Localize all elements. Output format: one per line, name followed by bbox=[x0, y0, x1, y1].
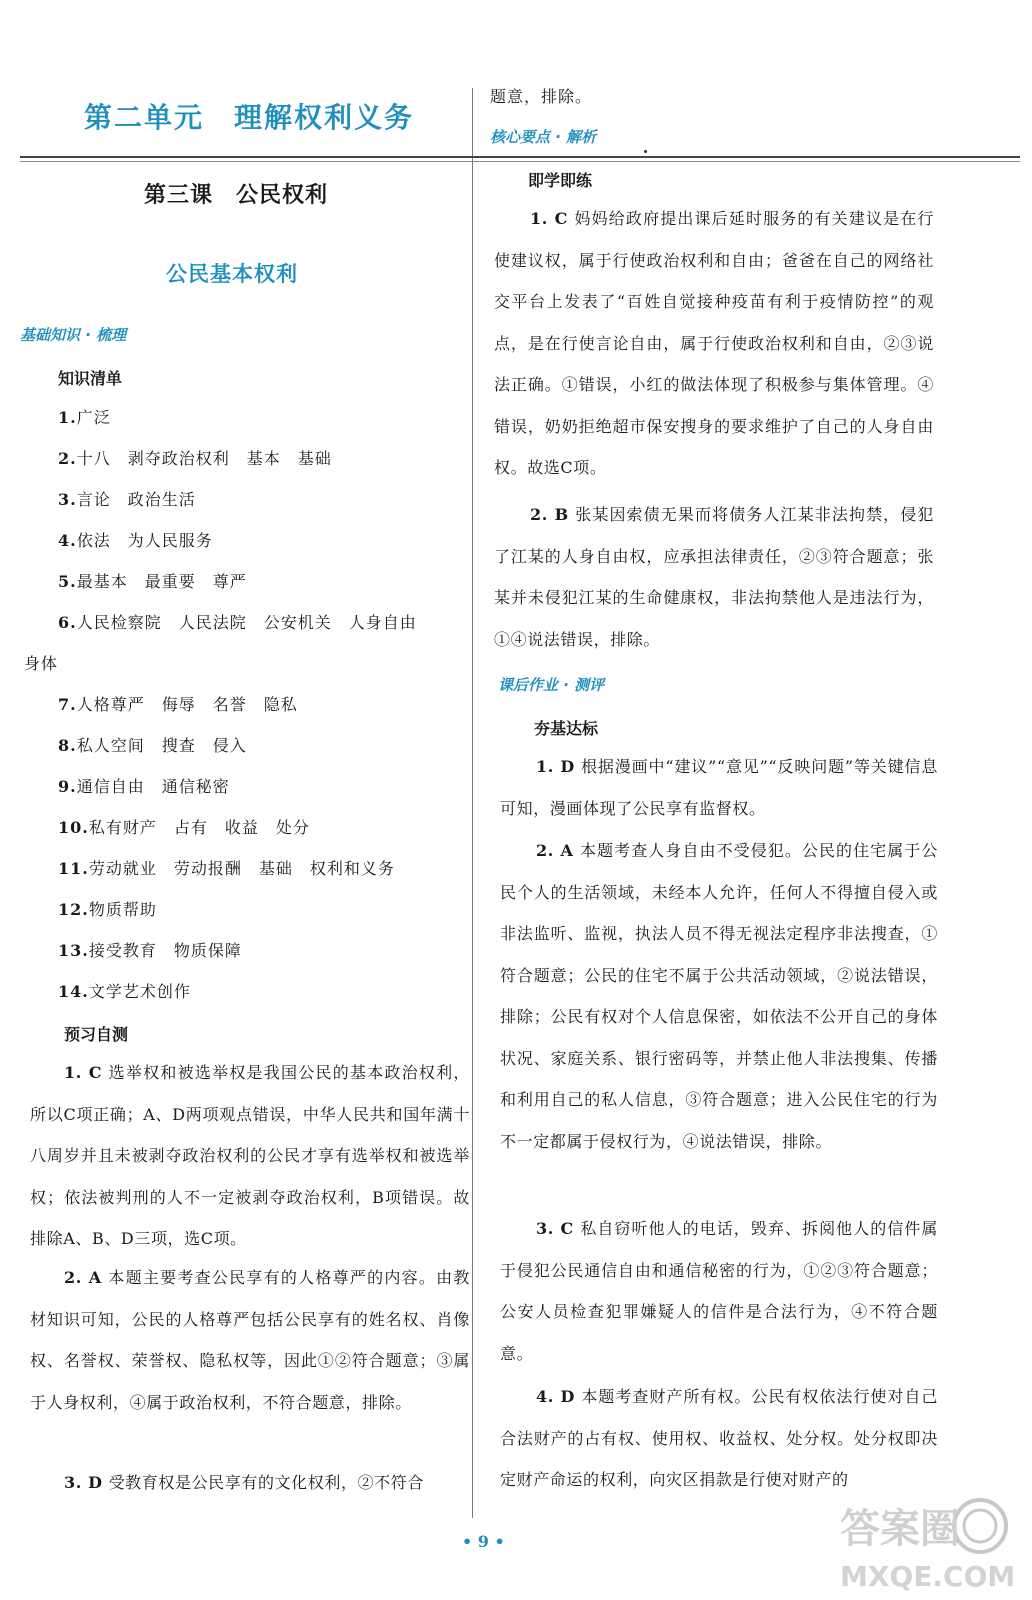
header-rule-thin bbox=[20, 161, 1020, 162]
knowledge-item-number: 9. bbox=[58, 777, 77, 796]
answer-label: 2. A bbox=[536, 841, 574, 860]
answer-label: 1. C bbox=[530, 209, 568, 228]
column-divider bbox=[472, 88, 473, 1518]
decorative-dot bbox=[644, 150, 647, 153]
knowledge-item bbox=[58, 610, 417, 633]
knowledge-item bbox=[58, 487, 196, 510]
basic-title: 夯基达标 bbox=[534, 719, 599, 738]
header-rule bbox=[20, 156, 1020, 158]
answer-label: 1. D bbox=[536, 757, 575, 776]
basic-answer-1 bbox=[500, 746, 938, 829]
knowledge-item-text: 依法 为人民服务 bbox=[76, 531, 213, 550]
knowledge-item bbox=[24, 651, 58, 674]
answer-text: 本题主要考查公民享有的人格尊严的内容。由教材知识可知，公民的人格尊严包括公民享有的姓名权、肖像权、名誉权、荣誉权、隐私权等，因此①②符合题意；③属于人身权利，④属于政治权利，不符合题意，排除。 bbox=[30, 1268, 470, 1412]
knowledge-item bbox=[58, 569, 247, 592]
knowledge-item-text: 身体 bbox=[24, 654, 59, 673]
watermark-logo bbox=[800, 1486, 1020, 1596]
tag-homework: 课后作业 · 测评 bbox=[498, 676, 605, 694]
knowledge-item bbox=[58, 815, 310, 838]
preview-answer-1 bbox=[30, 1052, 470, 1260]
knowledge-item-number: 14. bbox=[58, 982, 89, 1001]
practice-title: 即学即练 bbox=[528, 171, 593, 190]
knowledge-item-number: 6. bbox=[58, 613, 77, 632]
answer-label: 3. C bbox=[536, 1219, 574, 1238]
knowledge-item-number: 5. bbox=[58, 572, 77, 591]
knowledge-item-number: 2. bbox=[58, 449, 77, 468]
knowledge-item-number: 12. bbox=[58, 900, 89, 919]
basic-answer-3 bbox=[500, 1208, 938, 1374]
tag-core-points: 核心要点 · 解析 bbox=[490, 128, 597, 146]
preview-answer-2 bbox=[30, 1257, 470, 1423]
knowledge-item bbox=[58, 774, 230, 797]
knowledge-item-number: 13. bbox=[58, 941, 89, 960]
basic-answer-4 bbox=[500, 1376, 938, 1501]
knowledge-item bbox=[58, 897, 157, 920]
knowledge-item-text: 言论 政治生活 bbox=[76, 490, 196, 509]
knowledge-item-number: 4. bbox=[58, 531, 77, 550]
knowledge-item bbox=[58, 938, 242, 961]
knowledge-item-text: 广泛 bbox=[76, 408, 111, 427]
knowledge-item bbox=[58, 528, 213, 551]
knowledge-list-title: 知识清单 bbox=[58, 369, 123, 388]
knowledge-item-number: 1. bbox=[58, 408, 77, 427]
basic-answer-2 bbox=[500, 830, 938, 1162]
answer-text: 根据漫画中“建议”“意见”“反映问题”等关键信息可知，漫画体现了公民享有监督权。 bbox=[500, 757, 938, 818]
answer-text: 本题考查财产所有权。公民有权依法行使对自己合法财产的占有权、使用权、收益权、处分权。处分权即决定财产命运的权利，向灾区捐款是行使对财产的 bbox=[500, 1387, 938, 1489]
continued-text: 题意，排除。 bbox=[490, 87, 593, 106]
knowledge-item-number: 11. bbox=[58, 859, 89, 878]
answer-label: 2. A bbox=[64, 1268, 102, 1287]
preview-title: 预习自测 bbox=[64, 1025, 129, 1044]
practice-answer-2 bbox=[494, 494, 934, 660]
knowledge-item bbox=[58, 446, 332, 469]
knowledge-item-text: 文学艺术创作 bbox=[88, 982, 191, 1001]
knowledge-item bbox=[58, 405, 111, 428]
knowledge-item-number: 7. bbox=[58, 695, 77, 714]
knowledge-item-text: 接受教育 物质保障 bbox=[88, 941, 242, 960]
knowledge-item bbox=[58, 733, 247, 756]
practice-answer-1 bbox=[494, 198, 934, 489]
answer-label: 1. C bbox=[64, 1063, 103, 1082]
knowledge-item-number: 8. bbox=[58, 736, 77, 755]
tag-basic-knowledge: 基础知识 · 梳理 bbox=[20, 326, 127, 344]
knowledge-item-text: 私有财产 占有 收益 处分 bbox=[88, 818, 310, 837]
knowledge-item-number: 3. bbox=[58, 490, 77, 509]
knowledge-item-text: 通信自由 通信秘密 bbox=[76, 777, 230, 796]
page-number: • 9 • bbox=[462, 1532, 505, 1551]
unit-title: 第二单元 理解权利义务 bbox=[84, 101, 415, 134]
answer-text: 张某因索债无果而将债务人江某非法拘禁，侵犯了江某的人身自由权，应承担法律责任，②③符合题意；张某并未侵犯江某的生命健康权，非法拘禁他人是违法行为，①④说法错误，排除。 bbox=[494, 505, 934, 649]
knowledge-item-text: 十八 剥夺政治权利 基本 基础 bbox=[76, 449, 332, 468]
knowledge-item bbox=[58, 692, 298, 715]
knowledge-item-text: 劳动就业 劳动报酬 基础 权利和义务 bbox=[88, 859, 395, 878]
watermark-badge-icon bbox=[954, 1500, 1006, 1552]
answer-text: 妈妈给政府提出课后延时服务的有关建议是在行使建议权，属于行使政治权利和自由；爸爸在自己的网络社交平台上发表了“百姓自觉接种疫苗有利于疫情防控”的观点，是在行使言论自由，属于行使政治权利和自由，②③说法正确。①错误，小红的做法体现了积极参与集体管理。④错误，奶奶拒绝超市保安搜身的要求维护了自己的人身自由权。故选C项。 bbox=[494, 209, 934, 477]
section-title: 公民基本权利 bbox=[166, 262, 298, 286]
knowledge-item-number: 10. bbox=[58, 818, 89, 837]
answer-label: 2. B bbox=[530, 505, 569, 524]
knowledge-item bbox=[58, 979, 191, 1002]
answer-label: 4. D bbox=[536, 1387, 575, 1406]
knowledge-item-text: 人格尊严 侮辱 名誉 隐私 bbox=[76, 695, 298, 714]
answer-text: 私自窃听他人的电话，毁弃、拆阅他人的信件属于侵犯公民通信自由和通信秘密的行为，①②③符合题意；公安人员检查犯罪嫌疑人的信件是合法行为，④不符合题意。 bbox=[500, 1219, 938, 1363]
knowledge-item-text: 私人空间 搜查 侵入 bbox=[76, 736, 247, 755]
watermark-url: MXQE.COM bbox=[840, 1560, 1016, 1593]
answer-text: 受教育权是公民享有的文化权利，②不符合 bbox=[108, 1473, 424, 1492]
lesson-title: 第三课 公民权利 bbox=[144, 183, 329, 208]
answer-label: 3. D bbox=[64, 1473, 103, 1492]
answer-text: 选举权和被选举权是我国公民的基本政治权利，所以C项正确；A、D两项观点错误，中华人民共和国年满十八周岁并且未被剥夺政治权利的公民才享有选举权和被选举权；依法被判刑的人不一定被剥夺政治权利，B项错误。故排除A、B、D三项，选C项。 bbox=[30, 1063, 470, 1248]
knowledge-item-text: 最基本 最重要 尊严 bbox=[76, 572, 247, 591]
knowledge-item-text: 物质帮助 bbox=[88, 900, 157, 919]
preview-answer-3 bbox=[30, 1462, 470, 1504]
watermark-text: 答案圈 bbox=[840, 1506, 960, 1552]
knowledge-item bbox=[58, 856, 395, 879]
knowledge-item-text: 人民检察院 人民法院 公安机关 人身自由 bbox=[76, 613, 417, 632]
answer-text: 本题考查人身自由不受侵犯。公民的住宅属于公民个人的生活领域，未经本人允许，任何人不得擅自侵入或非法监听、监视，执法人员不得无视法定程序非法搜查，①符合题意；公民的住宅不属于公共活动领域，②说法错误，排除；公民有权对个人信息保密，如依法不公开自己的身体状况、家庭关系、银行密码等，并禁止他人非法搜集、传播和利用自己的私人信息，③符合题意；进入公民住宅的行为不一定都属于侵权行为，④说法错误，排除。 bbox=[500, 841, 938, 1151]
